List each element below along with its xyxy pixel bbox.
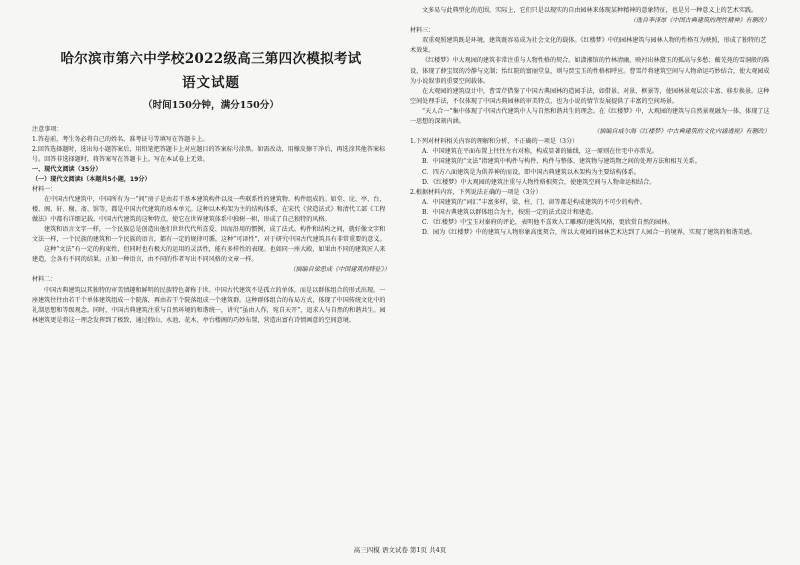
source-citation: （摘编自威尔海《红楼梦》中古典建筑的文化内涵透视》有删改） xyxy=(593,128,770,136)
question-option: C．四方八面建筑是为供养神的而设，即中国古典建筑以木架构为主要结构体系。 xyxy=(422,168,640,176)
paragraph: 双重观照建筑既是环境，建筑既容易成为社会文化的载体。《红楼梦》中的园林建筑与园林人物的性格互为映照，形成了独特的艺术效果。 xyxy=(410,37,767,55)
question: 1.下列对材料相关内容的理解和分析，不正确的一项是（3分） xyxy=(410,138,579,146)
paragraph: 文多易与此典型化的范围，实际上，它们只是以现实的自由园林来体现某种精神的意象特征，也是另一种意义上的艺术实践。 xyxy=(422,7,758,14)
question-option: A．中国建筑的“词汇”丰富多样，梁、柱、门、窗等都是构成建筑的不可少的构件。 xyxy=(422,198,646,206)
paragraph: 在大观园的建筑设计中，曹雪芹借鉴了中国古典园林的造园手法，如借景、对景、框景等，使园林景观层次丰富、移步换景。这种空间处理手法，不仅体现了中国古典园林的审美特点，也为小说的情节发展提供了丰富的空间场景。 xyxy=(410,87,770,105)
question-option: A．中国建筑在平面布置上往往左右对称，构成显著的轴线，这一原则在住宅中亦常见。 xyxy=(422,148,658,156)
time-info: （时间150分钟，满分150分） xyxy=(143,100,279,111)
left-column xyxy=(32,6,390,546)
subject-title: 语文试题 xyxy=(182,75,240,91)
question: 2.根据材料内容，下列说法正确的一项是（3分） xyxy=(410,188,542,196)
exam-title: 哈尔滨市第六中学校2022级高三第四次模拟考试 xyxy=(60,51,362,67)
material-label: 材料三： xyxy=(410,27,435,35)
question-option: C．《红楼梦》中宝玉对秦府的评论，表明他不喜欢人工雕琢的建筑风格，更欣赏自然的园林。 xyxy=(422,218,674,226)
notice-item: 1.答卷前，考生务必将自己的姓名、准考证号等填写在答题卡上。 xyxy=(32,136,209,144)
paragraph: 中国古典建筑以其独特的审美情趣和鲜明的民族特色著称于世。中国古代建筑不是孤立的单体，而是以群体组合的形式出现。一座建筑往往由若干个单体建筑组成一个院落，再由若干个院落组成一个建筑群。这种群体组合的布局方式，体现了中国传统文化中的礼制思想和等级观念。同时，中国古典建筑注重与自然环境的和谐统一，讲究“虽由人作，宛自天开”，追求人与自然的和谐共生。园林建筑更是将这一理念发挥到了极致，通过假山、水池、花木、亭台楼阁的巧妙布置，营造出富有诗情画意的空间意境。 xyxy=(32,286,386,324)
section-heading: 一、现代文阅读（35分） xyxy=(32,166,102,174)
paragraph: “天人合一”集中体现了中国古代建筑中人与自然和谐共生的理念。在《红楼梦》中，大观园的建筑与自然景观融为一体，体现了这一思想的深刻内涵。 xyxy=(410,107,770,126)
source-citation: （选自李泽厚《中国古典建筑的理性精神》有删改） xyxy=(629,17,770,25)
paragraph: 这种“文法”有一定的拘束性，但同时也有极大的运用的灵活性，能有多样性的表现。也如同一座大殿，如果由不同的建筑匠人来建造，会各有不同的结果。正如一种语言，由不同的作者写出不同风格的文章一样。 xyxy=(32,246,386,264)
source-citation: （摘编自梁思成《中国建筑的特征》） xyxy=(289,266,390,274)
right-column xyxy=(410,6,770,546)
subsection-heading: （一）现代文阅读Ⅰ（本题共5小题，19分） xyxy=(32,175,151,183)
notice-heading: 注意事项： xyxy=(32,126,63,133)
notice-item: 2.回答选择题时，选出每小题答案后，用铅笔把答题卡上对应题目的答案标号涂黑。如需改动，用橡皮擦干净后，再选涂其他答案标号。回答非选择题时，将答案写在答题卡上。写在本试卷上无效。 xyxy=(32,146,386,164)
paragraph: 建筑和语言文字一样，一个民族总是创造出他们世世代代所喜爱、因而沿用的惯例，成了法式。构件和结构之间，就好像文字和文法一样，一个民族的建筑和一个民族的语言，都有一定的规律可循。这种“可译性”，对于研究中国古代建筑具有非常重要的意义。 xyxy=(32,225,386,244)
question-option: D．园为《红楼梦》中的建筑与人物形象高度契合，所以大观园的园林艺术达到了人园合一的境界，实现了建筑的和谐美感。 xyxy=(422,229,756,237)
paragraph: 在中国古代建筑中，中国所有为一“间”房子是由若干基本建筑构件以及一些联系性的建筑物、构件组成的。如堂、庑、亭、台、楼、阁、轩、榭、斋、馆等，都是中国古代建筑的基本单元。这种以木构架为主的结构体系，在宋代《营造法式》和清代工部《工程做法》中都有详细记载。中国古代建筑的这种特点，使它在世界建筑体系中独树一帜，形成了自己独特的风格。 xyxy=(32,195,386,223)
material-label: 材料一： xyxy=(32,185,57,193)
question-option: B．中国建筑的“文法”指建筑中构件与构件、构件与整体、建筑物与建筑物之间的处理方法和相互关系。 xyxy=(422,158,701,166)
question-option: D．《红楼梦》中大观园的建筑注重与人物性格相契合，使建筑空间与人物命运相结合。 xyxy=(422,178,656,186)
page-footer: 高三四模 语文试卷 第1页 共4页 xyxy=(353,546,447,554)
material-label: 材料二： xyxy=(32,276,57,284)
question-option: B．中国古典建筑以群体组合为主，按照一定的法式设计和建造。 xyxy=(422,208,598,216)
paragraph: 《红楼梦》中大观园的建筑非常注重与人物性格的契合。如潇湘馆的竹林清幽，映衬出林黛玉的孤高与多愁；蘅芜苑的雪洞般的陈设，体现了薛宝钗的冷静与克制；怡红院的富丽堂皇，则与贾宝玉的性格相呼应。曹雪芹将建筑空间与人物命运巧妙结合，使大观园成为小说叙事的重要空间载体。 xyxy=(410,57,770,85)
